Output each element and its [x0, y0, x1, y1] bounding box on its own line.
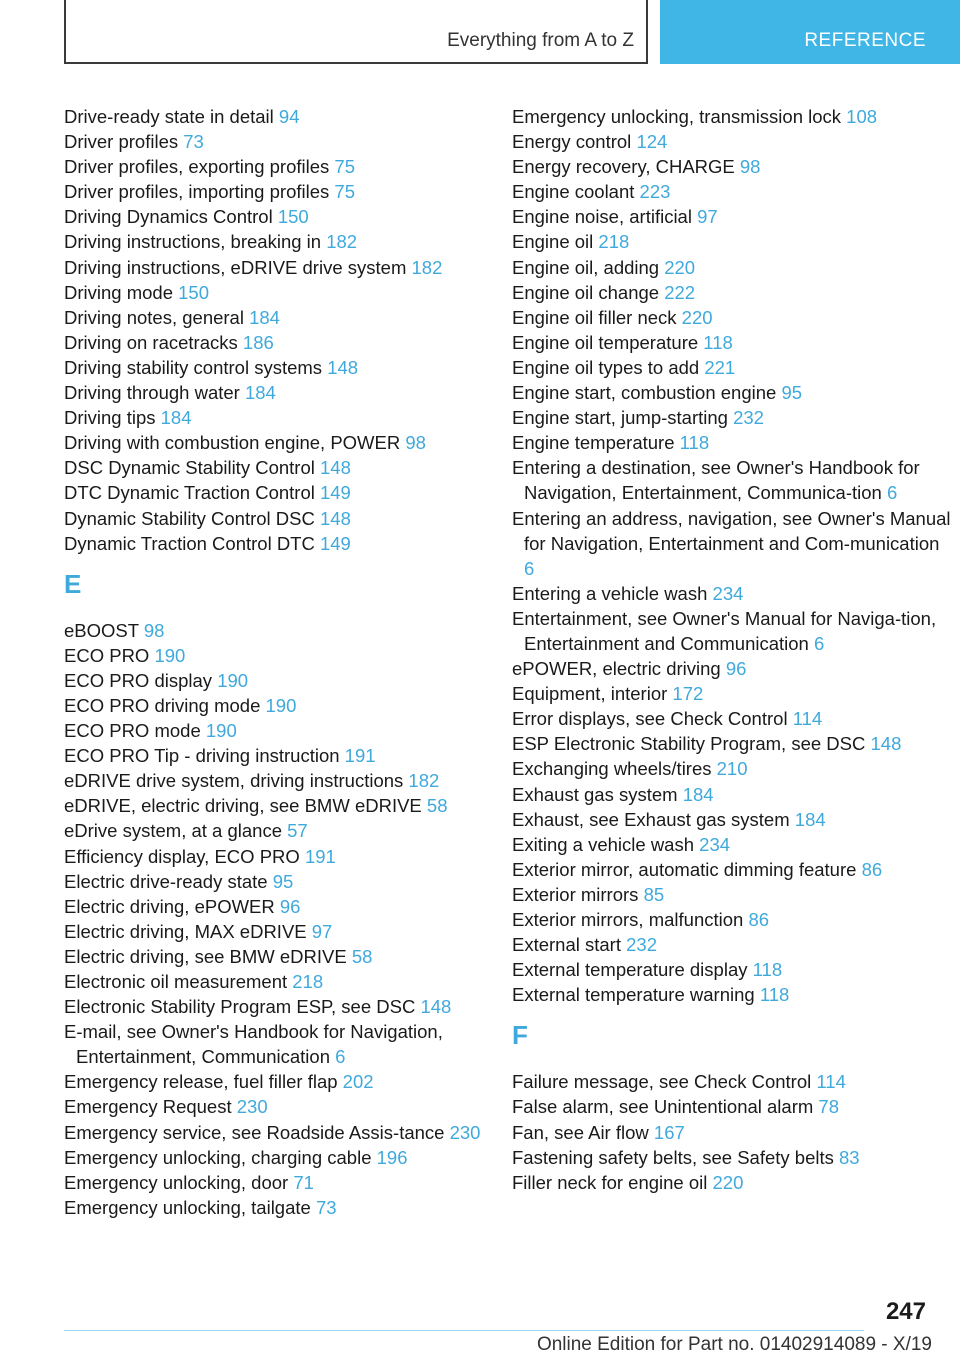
index-page-link[interactable]: 222 [664, 281, 696, 303]
index-page-link[interactable]: 149 [319, 482, 351, 504]
index-entry-text: Emergency unlocking, tailgate [64, 1196, 311, 1218]
index-letter-heading: E [64, 568, 82, 599]
index-entry [512, 932, 952, 957]
index-entry-text: Engine noise, artificial [512, 206, 692, 228]
index-entry [64, 506, 504, 531]
index-entry-text: Driving tips [64, 407, 156, 429]
index-page-link[interactable]: 190 [154, 644, 186, 666]
header-title-box [64, 0, 648, 64]
index-page-link[interactable]: 6 [886, 482, 898, 504]
index-entry-text: Driving stability control systems [64, 356, 323, 378]
index-entry-text: Emergency release, fuel filler flap [64, 1071, 338, 1093]
index-entry [512, 957, 952, 982]
index-page-link[interactable]: 86 [748, 909, 770, 930]
index-page-link[interactable]: 184 [244, 382, 276, 404]
index-page-link[interactable]: 6 [524, 557, 535, 579]
index-entry [64, 618, 504, 643]
index-page-link[interactable]: 95 [272, 870, 294, 892]
index-entry-text: Entertainment, see Owner's Manual for Naviga-tion, Entertainment and Communication [512, 607, 937, 654]
index-page-link[interactable]: 234 [699, 833, 731, 855]
index-page-link[interactable]: 58 [351, 945, 373, 967]
index-entry [512, 1145, 952, 1170]
index-entry-text: Engine oil filler neck [512, 306, 677, 328]
index-page-link[interactable]: 182 [326, 231, 358, 253]
index-entry-text: Driver profiles [64, 131, 179, 153]
index-page-link[interactable]: 150 [178, 281, 210, 303]
index-entry-text: Engine oil, adding [512, 256, 660, 278]
index-entry-text: Fan, see Air flow [512, 1121, 649, 1143]
index-entry [512, 857, 952, 882]
index-page-link[interactable]: 220 [681, 306, 713, 328]
index-entry-text: Exhaust gas system [512, 783, 678, 805]
index-entry [64, 129, 504, 154]
index-entry-text: Entering a vehicle wash [512, 582, 708, 604]
index-entry [64, 430, 504, 455]
index-entry [64, 204, 504, 229]
index-entry [64, 229, 504, 254]
index-page-link[interactable]: 190 [205, 720, 237, 742]
index-page-link[interactable]: 184 [249, 306, 280, 328]
index-page-link[interactable]: 220 [664, 256, 696, 278]
index-entry-text: Engine start, jump-starting [512, 407, 728, 429]
index-entry [512, 104, 952, 129]
index-entry [512, 355, 952, 380]
index-page-link[interactable]: 57 [287, 820, 308, 842]
index-page-link[interactable]: 6 [814, 632, 825, 654]
index-page-link[interactable]: 182 [411, 256, 443, 278]
index-entry-text: Exterior mirrors [512, 883, 639, 905]
index-entry-text: External start [512, 934, 621, 956]
index-page-link[interactable]: 167 [653, 1121, 685, 1143]
index-entry [64, 793, 504, 818]
index-entry [512, 405, 952, 430]
index-page-link[interactable]: 118 [759, 984, 790, 1006]
index-page-link[interactable]: 184 [682, 783, 714, 805]
index-page-link[interactable]: 230 [449, 1121, 481, 1143]
index-entry [512, 882, 952, 907]
index-page-link[interactable]: 97 [311, 920, 333, 942]
index-page-link[interactable]: 190 [217, 669, 249, 691]
index-entry [512, 832, 952, 857]
index-entry [512, 204, 952, 229]
index-entry [64, 1120, 504, 1145]
footer-divider [64, 1330, 864, 1331]
index-page-link[interactable]: 78 [818, 1096, 839, 1118]
index-entry [512, 506, 952, 581]
index-entry-text: Dynamic Traction Control DTC [64, 532, 315, 554]
index-entry [64, 380, 504, 405]
index-entry-text: Exiting a vehicle wash [512, 833, 695, 855]
index-page-link[interactable]: 148 [320, 507, 351, 529]
index-page-link[interactable]: 184 [160, 407, 192, 429]
index-entry-text: Electronic oil measurement [64, 971, 288, 992]
index-entry [512, 1069, 952, 1094]
index-entry-text: eDRIVE, electric driving, see BMW eDRIVE [64, 795, 422, 817]
index-entry [64, 668, 504, 693]
index-entry [512, 305, 952, 330]
index-column-left [64, 104, 504, 1220]
index-entry [512, 656, 952, 681]
index-entry [64, 280, 504, 305]
index-entry [64, 255, 504, 280]
index-entry-text: ESP Electronic Stability Program, see DSC [512, 733, 866, 755]
index-page-link[interactable]: 75 [334, 181, 355, 203]
index-page-link[interactable]: 85 [643, 883, 665, 905]
index-entry-text: Equipment, interior [512, 683, 668, 705]
index-entry [64, 1145, 504, 1170]
index-entry [64, 1019, 504, 1069]
index-page-link[interactable]: 73 [183, 131, 204, 153]
index-entry-text: Exhaust, see Exhaust gas system [512, 808, 790, 830]
index-entry [512, 982, 952, 1007]
index-entry-text: Driving mode [64, 281, 173, 303]
index-entry [64, 818, 504, 843]
index-entry-text: Exterior mirror, automatic dimming feature [512, 858, 857, 880]
index-entry [64, 104, 504, 129]
index-page-link[interactable]: 196 [376, 1146, 408, 1168]
index-entry [512, 1120, 952, 1145]
index-page-link[interactable]: 71 [293, 1171, 314, 1193]
index-entry-text: eDRIVE drive system, driving instructions [64, 770, 404, 792]
index-entry-text: ePOWER, electric driving [512, 658, 721, 680]
index-entry-text: ECO PRO display [64, 669, 213, 691]
index-entry [64, 179, 504, 204]
index-entry [64, 944, 504, 969]
index-entry [512, 782, 952, 807]
index-page-link[interactable]: 148 [327, 356, 359, 378]
index-entry [512, 455, 952, 505]
index-page-link[interactable]: 202 [342, 1071, 374, 1093]
index-entry [512, 1094, 952, 1119]
index-entry-text: E-mail, see Owner's Handbook for Navigation, Entertainment, Communication [64, 1021, 443, 1068]
index-entry-text: Engine temperature [512, 432, 675, 454]
index-page-link[interactable]: 118 [679, 432, 710, 454]
index-entry [512, 706, 952, 731]
index-page-link[interactable]: 148 [420, 996, 452, 1018]
index-entry [64, 1195, 504, 1220]
index-entry [64, 894, 504, 919]
index-entry-text: eBOOST [64, 619, 139, 641]
index-entry [512, 380, 952, 405]
index-entry-text: Emergency unlocking, transmission lock [512, 106, 842, 127]
index-entry-text: Electric driving, MAX eDRIVE [64, 920, 307, 942]
index-entry-text: Filler neck for engine oil [512, 1171, 708, 1193]
index-entry-text: Electric driving, ePOWER [64, 895, 275, 917]
index-entry-text: External temperature warning [512, 984, 755, 1006]
index-page-link[interactable]: 86 [861, 858, 883, 880]
index-page-link[interactable]: 98 [143, 619, 165, 641]
index-entry-text: Entering a destination, see Owner's Handbook for Navigation, Entertainment, Communica-tion [512, 457, 920, 504]
index-entry-text: Energy control [512, 131, 632, 153]
index-entry-text: Driving on racetracks [64, 331, 238, 353]
index-entry [512, 1170, 952, 1195]
index-page-link[interactable]: 108 [846, 106, 878, 127]
index-entry [64, 305, 504, 330]
index-entry [512, 280, 952, 305]
index-entry-text: Drive-ready state in detail [64, 106, 274, 127]
index-page-link[interactable]: 114 [816, 1071, 846, 1093]
index-page-link[interactable]: 150 [277, 206, 309, 228]
index-page-link[interactable]: 191 [304, 845, 336, 867]
index-entry [512, 581, 952, 606]
index-entry-text: Driver profiles, importing profiles [64, 181, 330, 203]
index-entry-text: Electric drive-ready state [64, 870, 268, 892]
index-page-link[interactable]: 186 [242, 331, 274, 353]
index-entry [64, 869, 504, 894]
index-entry [512, 807, 952, 832]
index-entry-text: Error displays, see Check Control [512, 708, 788, 730]
index-entry-text: Engine oil temperature [512, 331, 699, 353]
index-entry [512, 430, 952, 455]
index-page-link[interactable]: 118 [752, 959, 783, 981]
header-title: Everything from A to Z [447, 30, 634, 51]
index-entry-text: External temperature display [512, 959, 748, 981]
index-page-link[interactable]: 96 [279, 895, 301, 917]
index-entry-text: Electric driving, see BMW eDRIVE [64, 945, 347, 967]
index-page-link[interactable]: 98 [405, 432, 426, 454]
index-entry [512, 255, 952, 280]
page-number: 247 [885, 1298, 926, 1325]
header-section-label: REFERENCE [804, 30, 926, 51]
index-entry [64, 330, 504, 355]
index-entry [64, 919, 504, 944]
index-page-link[interactable]: 190 [265, 694, 297, 716]
index-entry-text: Driving instructions, breaking in [64, 231, 322, 253]
index-page-link[interactable]: 73 [315, 1196, 337, 1218]
index-page-link[interactable]: 184 [794, 808, 826, 830]
index-entry-text: Driving instructions, eDRIVE drive system [64, 256, 407, 278]
index-entry-text: Engine oil [512, 231, 594, 253]
index-entry [512, 330, 952, 355]
index-page-link[interactable]: 148 [870, 733, 902, 755]
index-page-link[interactable]: 58 [426, 795, 448, 817]
header-section-tab [660, 0, 960, 64]
index-entry-text: Engine start, combustion engine [512, 382, 777, 404]
index-entry-text: Energy recovery, CHARGE [512, 156, 735, 178]
index-entry-text: ECO PRO [64, 644, 150, 666]
index-column-right [512, 104, 952, 1195]
index-page-link[interactable]: 98 [739, 156, 761, 178]
index-entry [64, 643, 504, 668]
footer-edition: Online Edition for Part no. 01402914089 - X/19 [536, 1334, 932, 1355]
index-entry [64, 480, 504, 505]
index-page-link[interactable]: 210 [716, 758, 748, 780]
index-entry [64, 994, 504, 1019]
index-entry-text: Driving Dynamics Control [64, 206, 273, 228]
index-page-link[interactable]: 232 [733, 407, 764, 429]
index-entry-text: ECO PRO Tip - driving instruction [64, 745, 340, 767]
index-entry-text: ECO PRO driving mode [64, 694, 261, 716]
index-entry-text: Driver profiles, exporting profiles [64, 156, 330, 178]
index-entry [64, 768, 504, 793]
index-entry-text: Engine coolant [512, 181, 635, 203]
index-entry-text: Exchanging wheels/tires [512, 758, 712, 780]
index-entry-text: Driving notes, general [64, 306, 244, 328]
index-letter-heading: F [512, 1020, 528, 1051]
index-page-link[interactable]: 149 [319, 532, 351, 554]
index-entry-text: Dynamic Stability Control DSC [64, 507, 315, 529]
index-page-link[interactable]: 172 [672, 683, 704, 705]
index-page-link[interactable]: 148 [320, 457, 351, 479]
index-entry-text: Engine oil types to add [512, 356, 700, 378]
index-entry-text: DSC Dynamic Stability Control [64, 457, 315, 479]
index-entry [512, 731, 952, 756]
index-entry-text: False alarm, see Unintentional alarm [512, 1096, 814, 1118]
index-entry-text: Emergency Request [64, 1096, 232, 1118]
index-entry [64, 405, 504, 430]
index-entry-text: Emergency unlocking, door [64, 1171, 289, 1193]
index-entry [512, 907, 952, 932]
index-page-link[interactable]: 6 [335, 1046, 346, 1068]
index-entry [512, 681, 952, 706]
index-entry-text: Fastening safety belts, see Safety belts [512, 1146, 834, 1168]
index-entry [512, 154, 952, 179]
index-entry-text: Driving with combustion engine, POWER [64, 432, 401, 454]
index-page-link[interactable]: 223 [639, 181, 671, 203]
index-entry [64, 455, 504, 480]
index-entry-text: Driving through water [64, 382, 240, 404]
index-entry [64, 718, 504, 743]
index-entry-text: Electronic Stability Program ESP, see DSC [64, 996, 416, 1018]
index-page-link[interactable]: 118 [703, 331, 733, 353]
index-entry-text: DTC Dynamic Traction Control [64, 482, 315, 504]
index-entry [64, 355, 504, 380]
index-entry-text: eDrive system, at a glance [64, 820, 282, 842]
index-page-link[interactable]: 234 [712, 582, 744, 604]
index-entry-text: Exterior mirrors, malfunction [512, 909, 744, 930]
index-entry [64, 1069, 504, 1094]
index-page-link[interactable]: 221 [704, 356, 736, 378]
index-page-link[interactable]: 97 [697, 206, 718, 228]
index-entry [64, 1094, 504, 1119]
index-page-link[interactable]: 232 [626, 934, 658, 956]
index-entry [64, 743, 504, 768]
index-page-link[interactable]: 96 [725, 658, 747, 680]
index-entry-text: Entering an address, navigation, see Owner's Manual for Navigation, Entertainment and Com-munication [512, 507, 951, 554]
index-entry [512, 229, 952, 254]
index-entry [512, 606, 952, 656]
index-entry [64, 531, 504, 556]
index-entry-text: ECO PRO mode [64, 720, 201, 742]
index-entry-text: Emergency unlocking, charging cable [64, 1146, 372, 1168]
index-entry [64, 154, 504, 179]
index-entry-text: Engine oil change [512, 281, 660, 303]
index-page-link[interactable]: 182 [408, 770, 440, 792]
index-entry-text: Emergency service, see Roadside Assis-tance [64, 1121, 445, 1143]
index-page-link[interactable]: 191 [344, 745, 376, 767]
index-entry [64, 693, 504, 718]
index-page-link[interactable]: 94 [278, 106, 300, 127]
index-page-link[interactable]: 220 [712, 1171, 744, 1193]
index-page-link[interactable]: 75 [334, 156, 355, 178]
index-page-link[interactable]: 218 [292, 971, 324, 992]
index-entry [512, 756, 952, 781]
index-page-link[interactable]: 218 [598, 231, 630, 253]
index-entry [512, 179, 952, 204]
index-entry [64, 969, 504, 994]
index-page-link[interactable]: 83 [839, 1146, 860, 1168]
index-entry-text: Failure message, see Check Control [512, 1071, 812, 1093]
index-entry [64, 844, 504, 869]
index-entry [64, 1170, 504, 1195]
index-page-link[interactable]: 114 [792, 708, 823, 730]
index-entry-text: Efficiency display, ECO PRO [64, 845, 300, 867]
index-page-link[interactable]: 95 [781, 382, 803, 404]
index-page-link[interactable]: 230 [236, 1096, 268, 1118]
index-entry [512, 129, 952, 154]
index-page-link[interactable]: 124 [636, 131, 668, 153]
